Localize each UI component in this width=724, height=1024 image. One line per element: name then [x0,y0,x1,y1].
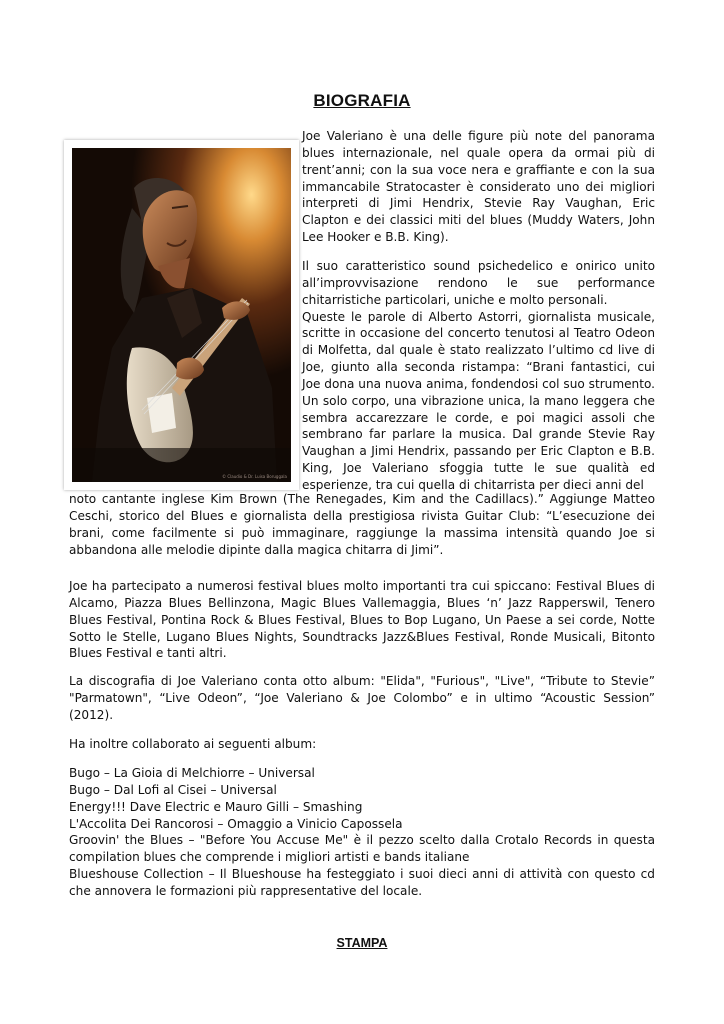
stampa-link[interactable]: STAMPA [336,936,388,950]
paragraph-festivals [69,578,655,662]
list-item: Blueshouse Collection – Il Blueshouse ha festeggiato i suoi dieci anni di attività con questo cd che annovera le formazioni più rappresentative del locale. [69,867,655,898]
paragraph-5: La discografia di Joe Valeriano conta otto album: "Elida", "Furious", "Live", “Tribute to Stevie” "Parmatown", “Live Odeon”, “Joe Valeriano & Joe Colombo” e in ultimo “Acoustic Session” (2012). [69,674,655,722]
guitarist-photo [72,148,291,482]
paragraph-1: Joe Valeriano è una delle figure più note del panorama blues internazionale, nel quale opera da ormai più di trent’anni; con la sua voce nera e graffiante e con la sua immancabile Stratocaster è considerato uno dei migliori interpreti di Jimi Hendrix, Stevie Ray Vaughan, Eric Clapton e dei classici miti del blues (Muddy Waters, John Lee Hooker e B.B. King). [302,129,655,245]
paragraph-3: noto cantante inglese Kim Brown (The Renegades, Kim and the Cadillacs).” Aggiunge Matteo Ceschi, storico del Blues e giornalista della prestigiosa rivista Guitar Club: “L’esecuzione dei brani, come facilmente si può immaginare, raggiunge la massima intensità quando Joe si abbandona alle melodie dipinte dalla magica chitarra di Jimi”. [69,492,655,557]
paragraph-2a: Il suo caratteristico sound psichedelico e onirico unito all’improvvisazione rendono le sue performance chitarristiche particolari, uniche e molto personali. [302,259,655,307]
paragraph-continuation [69,491,655,558]
photo-caption: © Claudio & Dr. Luisa Boruggala [222,474,287,479]
collaborations-list [69,765,655,900]
list-item: Energy!!! Dave Electric e Mauro Gilli – Smashing [69,799,363,814]
page-title: BIOGRAFIA [313,91,411,110]
photo-frame [64,140,299,490]
paragraph-collaborations-intro [69,736,655,753]
list-item: L'Accolita Dei Rancorosi – Omaggio a Vinicio Capossela [69,816,403,831]
paragraph-6: Ha inoltre collaborato ai seguenti album: [69,737,317,751]
paragraph-sound [302,258,655,494]
list-item: Bugo – La Gioia di Melchiorre – Universal [69,766,315,780]
paragraph-4: Joe ha partecipato a numerosi festival blues molto importanti tra cui spiccano: Festival Blues di Alcamo, Piazza Blues Bellinzona, Magic Blues Vallemaggia, Blues ‘n’ Jazz Rapperswil, Tenero Blues Festival, Pontina Rock & Blues Festival, Blues to Bop Lugano, Un Paese a sei corde, Notte Sotto le Stelle, Lugano Blues Nights, Soundtracks Jazz&Blues Festival, Ronde Musicali, Bitonto Blues Festival e tanti altri. [69,579,655,661]
paragraph-discography [69,673,655,724]
paragraph-2b: Queste le parole di Alberto Astorri, giornalista musicale, scritte in occasione del concerto tenutosi al Teatro Odeon di Molfetta, dal quale è stato realizzato l’ultimo cd live di Joe, giunto alla seconda ristampa: “Brani fantastici, cui Joe dona una nuova anima, fondendosi col suo strumento. Un solo corpo, una vibrazione unica, la mano leggera che sembra accarezzare le corde, e poi magici assoli che sembrano far parlare la musica. Dal grande Stevie Ray Vaughan a Jimi Hendrix, passando per Eric Clapton e B.B. King, Joe Valeriano sfoggia tutte le sue qualità ed esperienze, tra cui quella di chitarrista per dieci anni del [302,309,655,492]
list-item: Groovin' the Blues – "Before You Accuse Me" è il pezzo scelto dalla Crotalo Records in questa compilation blues che comprende i migliori artisti e bands italiane [69,833,655,865]
paragraph-intro [302,128,655,246]
list-item: Bugo – Dal Lofi al Cisei – Universal [69,782,277,797]
